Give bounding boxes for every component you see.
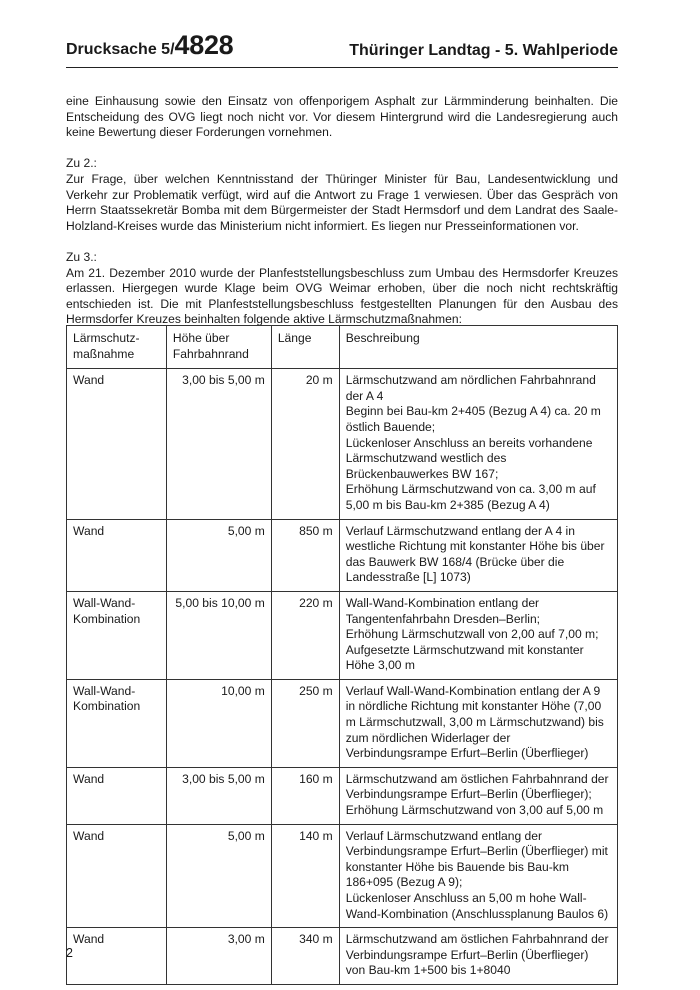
cell-description: Lärmschutzwand am östlichen Fahrbahnrand der Verbindungsrampe Erfurt–Berlin (Überflieger); Erhöhung Lärmschutzwand von 3,00 auf 5,00 m xyxy=(339,767,617,824)
cell-description: Lärmschutzwand am östlichen Fahrbahnrand der Verbindungsrampe Erfurt–Berlin (Überflieger) von Bau-km 1+500 bis 1+8040 xyxy=(339,928,617,985)
header-measure: Lärmschutz- maßnahme xyxy=(67,326,167,369)
table-header-row xyxy=(67,326,618,369)
table-row xyxy=(67,824,618,928)
page-number: 2 xyxy=(66,946,73,960)
cell-height: 10,00 m xyxy=(166,679,271,767)
document-number xyxy=(66,30,233,61)
cell-height: 5,00 m xyxy=(166,824,271,928)
cell-height: 5,00 bis 10,00 m xyxy=(166,591,271,679)
cell-measure: Wand xyxy=(67,824,167,928)
document-number-value: 4828 xyxy=(174,30,234,60)
header-height: Höhe über Fahrbahnrand xyxy=(166,326,271,369)
cell-height: 3,00 bis 5,00 m xyxy=(166,767,271,824)
table-row xyxy=(67,519,618,591)
header-length: Länge xyxy=(271,326,339,369)
cell-description: Verlauf Lärmschutzwand entlang der Verbindungsrampe Erfurt–Berlin (Überflieger) mit konstanter Höhe bis Bauende bis Bau-km 186+095 (Bezug A 9); Lückenloser Anschluss an 5,00 m hohe Wall-Wand-Kombination (Anschlussplanung Baulos 6) xyxy=(339,824,617,928)
cell-description: Verlauf Lärmschutzwand entlang der A 4 in westliche Richtung mit konstanter Höhe bis über das Bauwerk BW 168/4 (Brücke über die Landesstraße [L] 1073) xyxy=(339,519,617,591)
cell-height: 3,00 m xyxy=(166,928,271,985)
cell-length: 140 m xyxy=(271,824,339,928)
cell-length: 250 m xyxy=(271,679,339,767)
cell-measure: Wand xyxy=(67,928,167,985)
cell-length: 20 m xyxy=(271,369,339,519)
page-header xyxy=(66,30,618,68)
cell-description: Verlauf Wall-Wand-Kombination entlang der A 9 in nördliche Richtung mit konstanter Höhe (7,00 m Lärmschutzwall, 3,00 m Lärmschutzwand) bis zum nördlichen Widerlager der Verbindungsrampe Erfurt–Berlin (Überflieger) xyxy=(339,679,617,767)
answer-2-heading: Zu 2.: xyxy=(66,156,97,171)
cell-height: 3,00 bis 5,00 m xyxy=(166,369,271,519)
parliament-title: Thüringer Landtag - 5. Wahlperiode xyxy=(349,42,618,59)
document-prefix: Drucksache 5/ xyxy=(66,41,175,58)
header-description: Beschreibung xyxy=(339,326,617,369)
cell-length: 850 m xyxy=(271,519,339,591)
table-row xyxy=(67,679,618,767)
answer-2-paragraph: Zur Frage, über welchen Kenntnisstand der Thüringer Minister für Bau, Landesentwicklung und Verkehr zur Problematik verfügt, wird auf die Antwort zu Frage 1 verwiesen. Über das Gespräch von Herrn Staatssekretär Bomba mit dem Bürgermeister der Stadt Hermsdorf und dem Landrat des Saale-Holzland-Kreises wurde das Ministerium nicht informiert. Es liegen nur Presseinformationen vor. xyxy=(66,171,618,233)
noise-protection-table xyxy=(66,325,618,985)
cell-measure: Wand xyxy=(67,767,167,824)
cell-measure: Wall-Wand- Kombination xyxy=(67,679,167,767)
table-row xyxy=(67,369,618,519)
cell-description: Wall-Wand-Kombination entlang der Tangentenfahrbahn Dresden–Berlin; Erhöhung Lärmschutzwall von 2,00 auf 7,00 m; Aufgesetzte Lärmschutzwand mit konstanter Höhe 3,00 m xyxy=(339,591,617,679)
cell-measure: Wand xyxy=(67,519,167,591)
cell-measure: Wand xyxy=(67,369,167,519)
answer-3-paragraph: Am 21. Dezember 2010 wurde der Planfeststellungsbeschluss zum Umbau des Hermsdorfer Kreuzes erlassen. Hiergegen wurde Klage beim OVG Weimar erhoben, über die noch nicht rechtskräftig entschieden ist. Die mit Planfeststellungsbeschluss festgestellten Planungen für den Ausbau des Hermsdorfer Kreuzes beinhalten folgende aktive Lärmschutzmaßnahmen: xyxy=(66,265,618,327)
document-body xyxy=(66,94,618,328)
intro-paragraph: eine Einhausung sowie den Einsatz von offenporigem Asphalt zur Lärmminderung beinhalten. Die Entscheidung des OVG liegt noch nicht vor. Vor diesem Hintergrund wird die Landesregierung auch keine Bewertung dieser Forderungen vornehmen. xyxy=(66,94,618,140)
table-row xyxy=(67,591,618,679)
cell-measure: Wall-Wand- Kombination xyxy=(67,591,167,679)
cell-description: Lärmschutzwand am nördlichen Fahrbahnrand der A 4 Beginn bei Bau-km 2+405 (Bezug A 4) ca. 20 m östlich Bauende; Lückenloser Anschluss an bereits vorhandene Lärmschutzwand westlich des Brückenbauwerkes BW 167; Erhöhung Lärmschutzwand von ca. 3,00 m auf 5,00 m bis Bau-km 2+385 (Bezug A 4) xyxy=(339,369,617,519)
cell-height: 5,00 m xyxy=(166,519,271,591)
cell-length: 220 m xyxy=(271,591,339,679)
answer-3-heading: Zu 3.: xyxy=(66,249,97,264)
table-row xyxy=(67,928,618,985)
table-row xyxy=(67,767,618,824)
cell-length: 160 m xyxy=(271,767,339,824)
cell-length: 340 m xyxy=(271,928,339,985)
